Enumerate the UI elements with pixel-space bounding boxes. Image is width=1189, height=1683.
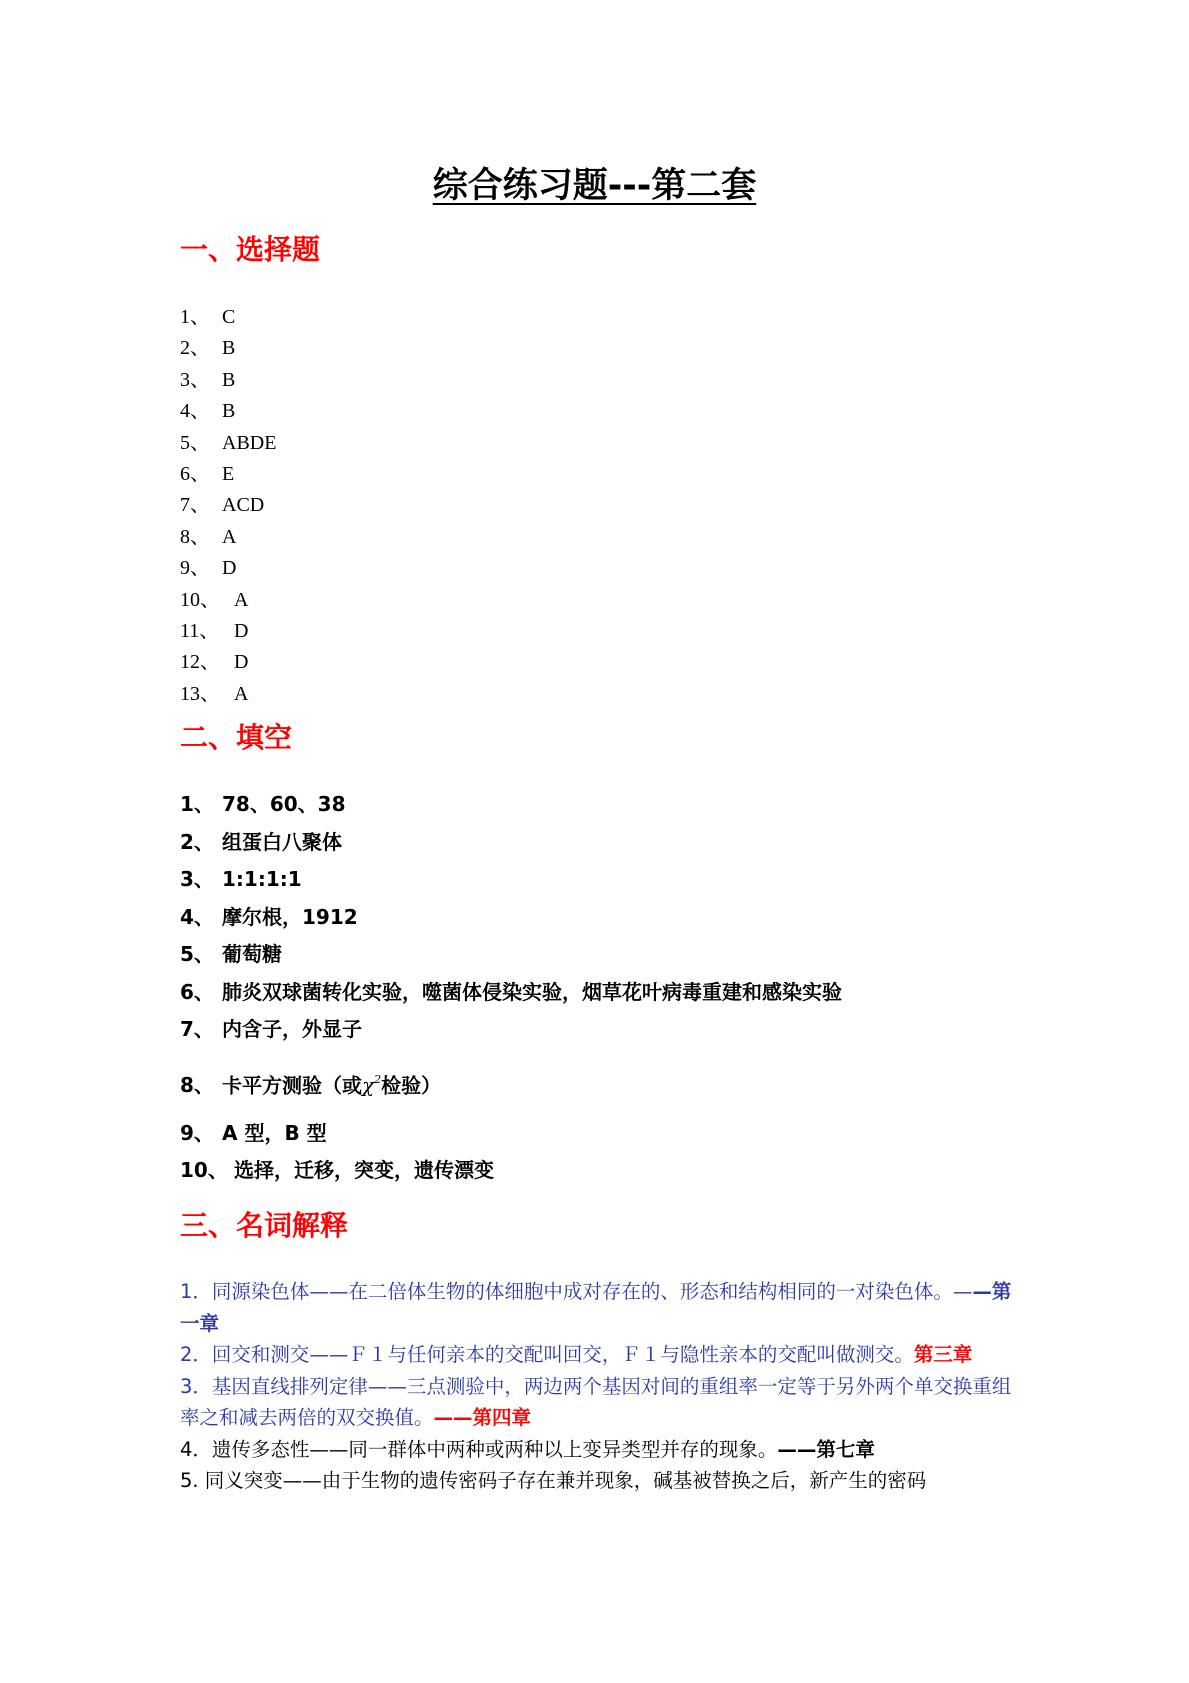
list-item: 1．同源染色体——在二倍体生物的体细胞中成对存在的、形态和结构相同的一对染色体。——第一章 xyxy=(180,1280,1012,1335)
section-heading-fill: 二、填空 xyxy=(180,721,293,754)
term-definition-list xyxy=(180,1276,1020,1497)
list-item: 11、 D xyxy=(180,619,249,642)
list-item: 2、 B xyxy=(180,337,236,360)
list-item: 5、 ABDE xyxy=(180,431,277,454)
fill-answer-list xyxy=(180,786,842,1190)
list-item: 2、 组蛋白八聚体 xyxy=(180,829,342,854)
list-item: 3、 1:1:1:1 xyxy=(180,867,302,891)
list-item: 8、 A xyxy=(180,525,237,548)
list-item: 10、 选择，迁移，突变，遗传漂变 xyxy=(180,1158,494,1182)
list-item: 7、 ACD xyxy=(180,494,265,517)
list-item: 2．回交和测交——Ｆ１与任何亲本的交配叫回交，Ｆ１与隐性亲本的交配叫做测交。第三章 xyxy=(180,1343,973,1366)
list-item: 7、 内含子，外显子 xyxy=(180,1017,362,1041)
list-item: 12、 D xyxy=(180,651,249,674)
list-item: 5、 葡萄糖 xyxy=(180,942,282,966)
list-item: 1、 78、60、38 xyxy=(180,792,346,816)
list-item: 4、 摩尔根，1912 xyxy=(180,904,358,929)
list-item: 4、 B xyxy=(180,400,236,423)
list-item: 8、 卡平方测验（或$\chi^2$检验） xyxy=(180,1072,442,1098)
page-title: 综合练习题---第二套 xyxy=(432,166,757,206)
list-item: 5. 同义突变——由于生物的遗传密码子存在兼并现象，碱基被替换之后，新产生的密码 xyxy=(180,1469,927,1492)
list-item: 3．基因直线排列定律——三点测验中，两边两个基因对间的重组率一定等于另外两个单交换重组率之和减去两倍的双交换值。——第四章 xyxy=(180,1374,1012,1429)
list-item: 3、 B xyxy=(180,368,236,391)
list-item: 13、 A xyxy=(180,682,249,705)
chi-square-symbol: $\chi^2$ xyxy=(362,1072,382,1098)
list-item: 9、 D xyxy=(180,557,237,580)
list-item: 6、 E xyxy=(180,462,235,485)
list-item: 4．遗传多态性——同一群体中两种或两种以上变异类型并存的现象。——第七章 xyxy=(180,1437,875,1461)
list-item: 10、 A xyxy=(180,588,249,611)
list-item: 9、 A 型，B 型 xyxy=(180,1120,327,1145)
list-item: 6、 肺炎双球菌转化实验，噬菌体侵染实验，烟草花叶病毒重建和感染实验 xyxy=(180,979,842,1004)
section-heading-terms: 三、名词解释 xyxy=(180,1209,349,1242)
choice-answer-list xyxy=(180,302,276,710)
section-heading-choice: 一、选择题 xyxy=(180,233,321,266)
list-item: 1、 C xyxy=(180,306,236,328)
